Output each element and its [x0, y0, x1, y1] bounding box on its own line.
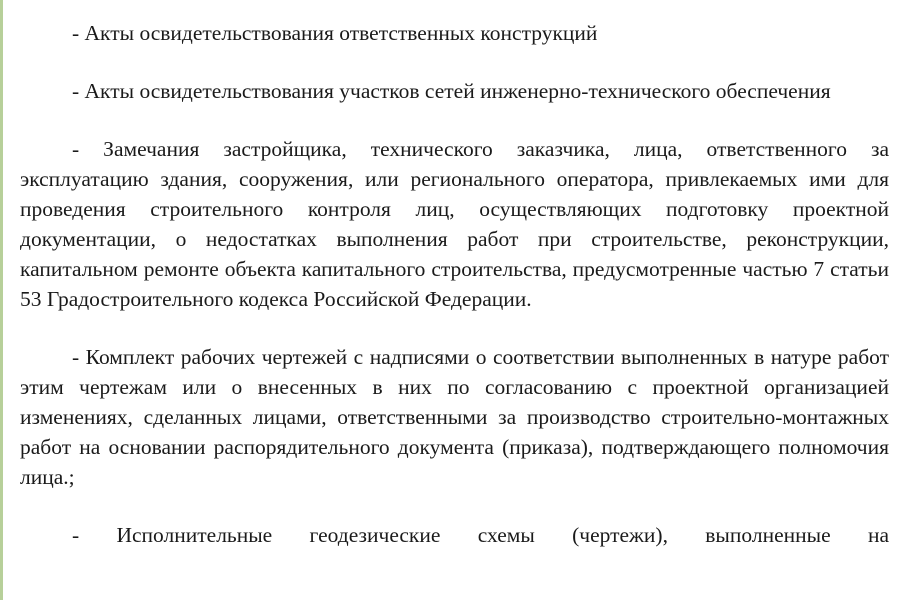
document-body [20, 18, 889, 550]
paragraph-working-drawings: - Комплект рабочих чертежей с надписями о соответствии выполненных в натуре работ этим чертежам или о внесенных в них по согласованию с проектной организацией изменениях, сделанных лицами, ответственными за производство строительно-монтажных работ на основании распорядительного документа (приказа), подтверждающего полномочия лица.; [20, 345, 889, 489]
page-left-border [0, 0, 3, 600]
paragraph-geodetic-schemes: - Исполнительные геодезические схемы (чертежи), выполненные на [72, 523, 889, 547]
paragraph-developer-remarks: - Замечания застройщика, технического заказчика, лица, ответственного за эксплуатацию здания, сооружения, или регионального оператора, привлекаемых ими для проведения строительного контроля лиц, осуществляющих подготовку проектной документации, о недостатках выполнения работ при строительстве, реконструкции, капитальном ремонте объекта капитального строительства, предусмотренные частью 7 статьи 53 Градостроительного кодекса Российской Федерации. [20, 137, 889, 311]
paragraph-networks-acts: - Акты освидетельствования участков сетей инженерно-технического обеспечения [72, 79, 831, 103]
paragraph-structures-acts: - Акты освидетельствования ответственных конструкций [72, 21, 598, 45]
